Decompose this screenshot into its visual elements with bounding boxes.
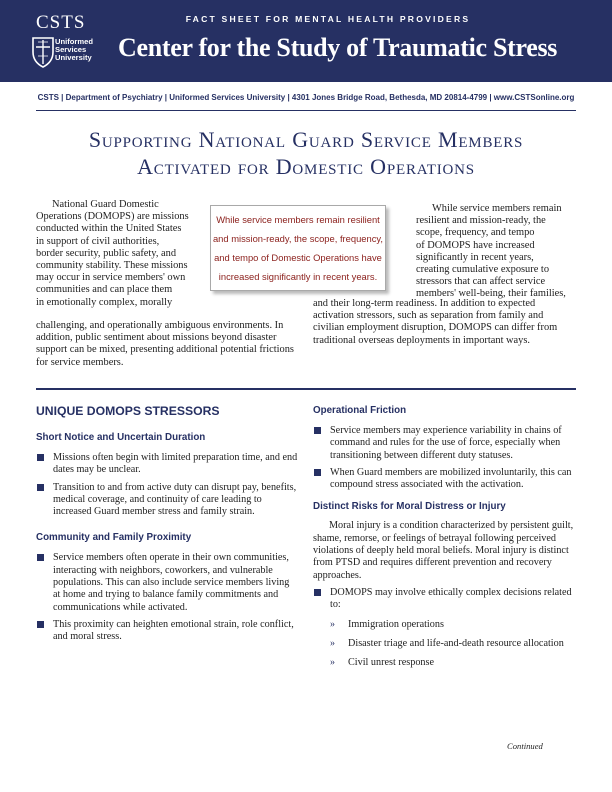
list-item-text: Service members often operate in their own communities, interacting with neighbors, coworkers, and vulnerable populations. This can also include service members living at home and trying to balance family commitments and communications while activated. bbox=[53, 552, 290, 613]
list-item bbox=[313, 467, 576, 492]
section-heading: UNIQUE DOMOPS STRESSORS bbox=[36, 404, 220, 418]
list-item bbox=[36, 452, 298, 477]
intro-line: of DOMOPS have increased bbox=[416, 239, 535, 251]
subheading: Distinct Risks for Moral Distress or Injury bbox=[313, 501, 506, 513]
intro-left-column bbox=[36, 199, 206, 309]
subheading: Short Notice and Uncertain Duration bbox=[36, 432, 206, 443]
title-line: Activated for Domestic Operations bbox=[137, 154, 475, 179]
intro-line: scope, frequency, and tempo bbox=[416, 227, 535, 239]
list-item bbox=[36, 552, 298, 613]
list-item bbox=[36, 619, 298, 644]
title-line: Supporting National Guard Service Members bbox=[88, 127, 524, 152]
bullet-list bbox=[36, 452, 298, 518]
square-bullet-icon bbox=[37, 621, 44, 628]
subheading: Community and Family Proximity bbox=[36, 532, 192, 544]
intro-left-continued: challenging, and operationally ambiguous environments. In addition, public sentiment about missions beyond disaster support can be mixed, presenting additional potential frictions for service members. bbox=[36, 320, 294, 368]
sub-list-item bbox=[330, 619, 576, 631]
intro-right-column bbox=[416, 203, 576, 301]
list-item-text: When Guard members are mobilized involuntarily, this can compound stress associated with the activation. bbox=[330, 466, 572, 491]
intro-line: border security, public safety, and bbox=[36, 247, 177, 259]
intro-line: members' well-being, their families, bbox=[416, 288, 566, 300]
logo-university-name bbox=[55, 38, 93, 62]
pull-quote-line: and tempo of Domestic Operations have bbox=[214, 252, 382, 263]
csts-logo bbox=[26, 12, 106, 72]
list-item bbox=[313, 425, 576, 462]
logo-sub-line: Services bbox=[55, 45, 87, 54]
square-bullet-icon bbox=[314, 427, 321, 434]
intro-line: significantly in recent years, bbox=[416, 251, 534, 263]
chevron-right-icon: » bbox=[330, 618, 335, 630]
list-item-text: DOMOPS may involve ethically complex decisions related to: bbox=[330, 586, 572, 611]
moral-injury-paragraph: Moral injury is a condition characterized by persistent guilt, shame, remorse, or feelings of betrayal following perceived violations of deeply held moral beliefs. Moral injury is distinct from PTSD and requires different prevention and recovery approaches. bbox=[313, 520, 574, 581]
logo-sub-line: University bbox=[55, 53, 92, 62]
sub-list-item bbox=[330, 657, 576, 669]
sub-list bbox=[330, 619, 576, 670]
intro-line: While service members remain bbox=[432, 203, 562, 214]
list-item bbox=[36, 482, 298, 519]
pull-quote-line: While service members remain resilient bbox=[216, 214, 380, 225]
intro-line: may occur in service members' own bbox=[36, 272, 186, 284]
header-banner bbox=[0, 0, 612, 82]
intro-line: National Guard Domestic bbox=[52, 199, 159, 210]
list-item-text: This proximity can heighten emotional strain, role conflict, and moral stress. bbox=[53, 618, 294, 643]
pull-quote-line: increased significantly in recent years. bbox=[218, 271, 378, 282]
bullet-list bbox=[313, 587, 576, 612]
square-bullet-icon bbox=[314, 469, 321, 476]
divider bbox=[36, 110, 576, 111]
address-line: CSTS | Department of Psychiatry | Uniformed Services University | 4301 Jones Bridge Road, Bethesda, MD 20814-4799 | www.CSTSonline.org bbox=[37, 93, 575, 102]
subheading: Operational Friction bbox=[313, 405, 407, 416]
intro-line: communities and can place them bbox=[36, 284, 173, 296]
center-title: Center for the Study of Traumatic Stress bbox=[118, 33, 558, 62]
pull-quote-line: and mission-ready, the scope, frequency, bbox=[212, 233, 384, 244]
document-title bbox=[0, 126, 612, 180]
intro-line: stressors that can affect service bbox=[416, 276, 546, 288]
sub-list-item bbox=[330, 638, 576, 650]
section-divider bbox=[36, 388, 576, 390]
left-column bbox=[36, 404, 298, 649]
chevron-right-icon: » bbox=[330, 637, 335, 649]
square-bullet-icon bbox=[37, 454, 44, 461]
square-bullet-icon bbox=[37, 554, 44, 561]
intro-line: community stability. These missions bbox=[36, 260, 188, 272]
right-column bbox=[313, 404, 576, 676]
square-bullet-icon bbox=[37, 484, 44, 491]
list-item-text: Missions often begin with limited preparation time, and end dates may be unclear. bbox=[53, 452, 298, 476]
list-item-text: Service members may experience variability in chains of command and rules for the use of force, especially when transitioning between different duty statuses. bbox=[330, 425, 562, 461]
pull-quote bbox=[210, 205, 386, 291]
sub-list-item-text: Immigration operations bbox=[348, 618, 444, 630]
bullet-list bbox=[313, 425, 576, 491]
logo-sub-line: Uniformed bbox=[55, 37, 93, 46]
sub-list-item-text: Civil unrest response bbox=[348, 657, 435, 669]
square-bullet-icon bbox=[314, 589, 321, 596]
fact-sheet-label: FACT SHEET FOR MENTAL HEALTH PROVIDERS bbox=[185, 14, 471, 24]
sub-list-item-text: Disaster triage and life-and-death resource allocation bbox=[348, 637, 564, 649]
intro-line: resilient and mission-ready, the bbox=[416, 215, 546, 227]
chevron-right-icon: » bbox=[330, 657, 335, 669]
intro-right-continued: and their long-term readiness. In addition to expected activation stressors, such as separation from family and civilian employment disruption, DOMOPS can differ from traditional overseas deployments in important ways. bbox=[313, 298, 558, 346]
intro-line: in support of civil authorities, bbox=[36, 235, 160, 247]
intro-line: Operations (DOMOPS) are missions bbox=[36, 211, 189, 223]
intro-line: in emotionally complex, morally bbox=[36, 296, 173, 308]
usu-shield-icon bbox=[32, 36, 54, 68]
logo-text: CSTS bbox=[36, 12, 86, 33]
list-item-text: Transition to and from active duty can disrupt pay, benefits, medical coverage, and continuity of care leading to increased Guard member stress and family strain. bbox=[53, 481, 297, 518]
continued-label: Continued bbox=[507, 741, 543, 751]
intro-line: conducted within the United States bbox=[36, 223, 182, 235]
list-item bbox=[313, 587, 576, 612]
intro-line: creating cumulative exposure to bbox=[416, 264, 550, 276]
bullet-list bbox=[36, 552, 298, 643]
